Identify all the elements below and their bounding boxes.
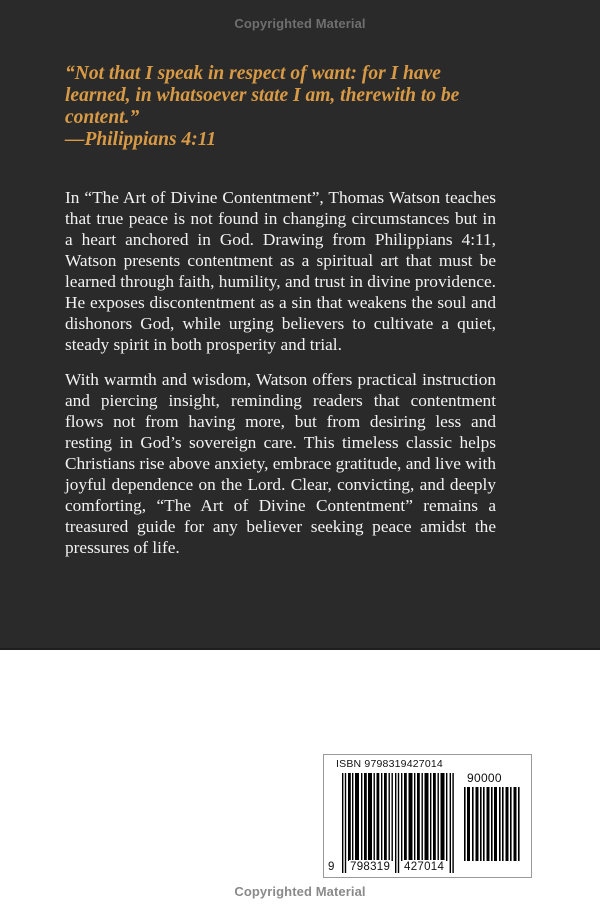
isbn-barcode: [323, 754, 532, 878]
ean13-bars-icon: [342, 773, 454, 873]
copyright-watermark-bottom: Copyrighted Material: [234, 884, 366, 899]
quote-reference: —Philippians 4:11: [65, 129, 217, 150]
quote-text: “Not that I speak in respect of want: for I have learned, in whatsoever state I am, therewith to be content.”: [65, 63, 460, 128]
price-addon-bars-icon: [464, 787, 520, 861]
epigraph-quote: [65, 63, 465, 151]
description-paragraph-1: In “The Art of Divine Contentment”, Thomas Watson teaches that true peace is not found in changing circumstances but in a heart anchored in God. Drawing from Philippians 4:11, Watson presents contentment as a spiritual art that must be learned through faith, humility, and trust in divine providence. He exposes discontentment as a sin that weakens the soul and dishonors God, while urging believers to cultivate a quiet, steady spirit in both prosperity and trial.: [65, 188, 496, 354]
price-code: 90000: [467, 771, 502, 785]
description-paragraph-2: With warmth and wisdom, Watson offers practical instruction and piercing insight, reminding readers that contentment flows not from having more, but from desiring less and resting in God’s sovereign care. This timeless classic helps Christians rise above anxiety, embrace gratitude, and live with joyful dependence on the Lord. Clear, convicting, and deeply comforting, “The Art of Divine Contentment” remains a treasured guide for any believer seeking peace amidst the pressures of life.: [65, 370, 496, 557]
barcode-digits-right: 427014: [404, 861, 445, 873]
isbn-label: ISBN 9798319427014: [336, 758, 443, 770]
copyright-watermark-top: Copyrighted Material: [234, 16, 366, 31]
barcode-digits-left: 798319: [350, 861, 391, 873]
barcode-digit-lead: 9: [328, 861, 335, 873]
